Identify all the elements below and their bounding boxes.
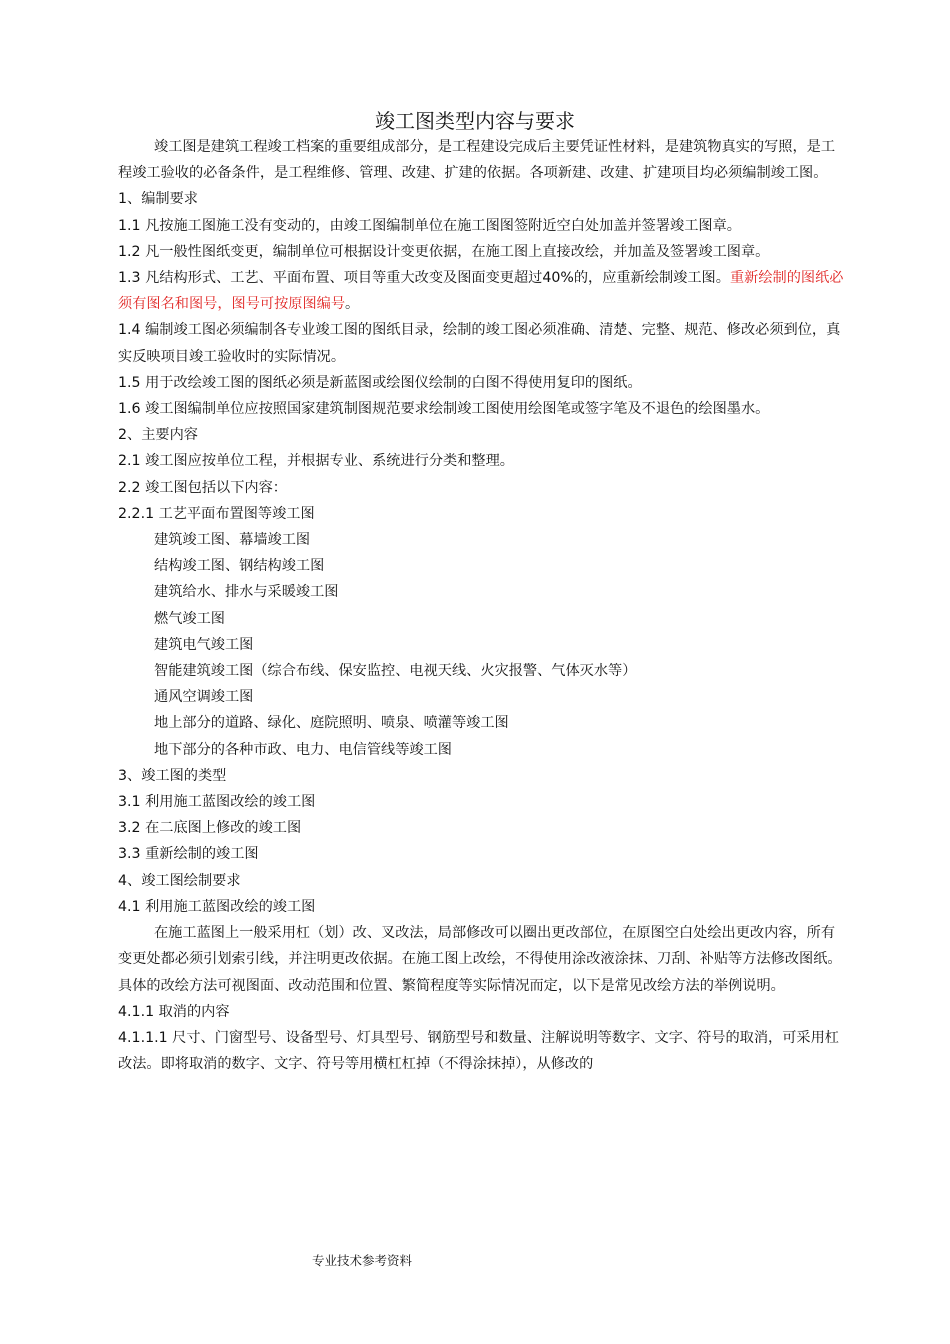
clause-3-2: 3.2 在二底图上修改的竣工图 bbox=[118, 820, 302, 837]
clause-1-4: 1.4 编制竣工图必须编制各专业竣工图的图纸目录，绘制的竣工图必须准确、清楚、完整、规范、修改必须到位，真实反映项目竣工验收时的实际情况。 bbox=[118, 322, 841, 365]
clause-1-6: 1.6 竣工图编制单位应按照国家建筑制图规范要求绘制竣工图使用绘图笔或签字笔及不退色的绘图墨水。 bbox=[118, 401, 770, 418]
list-item: 建筑电气竣工图 bbox=[154, 636, 254, 653]
clause-1-2: 1.2 凡一般性图纸变更，编制单位可根据设计变更依据，在施工图上直接改绘，并加盖及签署竣工图章。 bbox=[118, 243, 770, 260]
list-item: 通风空调竣工图 bbox=[154, 689, 254, 706]
clause-3-1: 3.1 利用施工蓝图改绘的竣工图 bbox=[118, 794, 316, 811]
clause-2-2-1: 2.2.1 工艺平面布置图等竣工图 bbox=[118, 505, 315, 522]
clause-2-1: 2.1 竣工图应按单位工程，并根据专业、系统进行分类和整理。 bbox=[118, 453, 514, 470]
list-item: 智能建筑竣工图（综合布线、保安监控、电视天线、火灾报警、气体灭水等） bbox=[154, 663, 637, 680]
section-heading-2: 2、主要内容 bbox=[118, 427, 198, 444]
clause-2-2: 2.2 竣工图包括以下内容： bbox=[118, 479, 287, 496]
clause-4-1-1-1: 4.1.1.1 尺寸、门窗型号、设备型号、灯具型号、钢筋型号和数量、注解说明等数字、文字、符号的取消，可采用杠改法。即将取消的数字、文字、符号等用横杠杠掉（不得涂抹掉），从修改的 bbox=[118, 1029, 839, 1073]
list-item: 结构竣工图、钢结构竣工图 bbox=[154, 558, 325, 575]
list-item: 地上部分的道路、绿化、庭院照明、喷泉、喷灌等竣工图 bbox=[154, 715, 509, 732]
page-footer: 专业技术参考资料 bbox=[312, 1253, 413, 1268]
intro-paragraph: 竣工图是建筑工程竣工档案的重要组成部分，是工程建设完成后主要凭证性材料，是建筑物真实的写照，是工程竣工验收的必备条件，是工程维修、管理、改建、扩建的依据。各项新建、改建、扩建项目均必须编制竣工图。 bbox=[118, 139, 836, 182]
clause-1-1: 1.1 凡按施工图施工没有变动的，由竣工图编制单位在施工图图签附近空白处加盖并签署竣工图章。 bbox=[118, 217, 741, 234]
clause-1-5: 1.5 用于改绘竣工图的图纸必须是新蓝图或绘图仪绘制的白图不得使用复印的图纸。 bbox=[118, 374, 642, 391]
clause-3-3: 3.3 重新绘制的竣工图 bbox=[118, 846, 259, 863]
document-body bbox=[118, 134, 846, 1077]
clause-4-1-paragraph: 在施工蓝图上一般采用杠（划）改、叉改法，局部修改可以圈出更改部位，在原图空白处绘出更改内容，所有变更处都必须引划索引线，并注明更改依据。在施工图上改绘，不得使用涂改液涂抹、刀刮、补贴等方法修改图纸。具体的改绘方法可视图面、改动范围和位置、繁简程度等实际情况而定，以下是常见改绘方法的举例说明。 bbox=[118, 925, 842, 994]
list-item: 地下部分的各种市政、电力、电信管线等竣工图 bbox=[154, 741, 452, 758]
list-item: 建筑给水、排水与采暖竣工图 bbox=[154, 584, 339, 601]
section-heading-3: 3、竣工图的类型 bbox=[118, 767, 227, 784]
clause-1-3-end: 。 bbox=[345, 296, 360, 313]
section-heading-1: 1、编制要求 bbox=[118, 191, 198, 208]
clause-1-3-text: 1.3 凡结构形式、工艺、平面布置、项目等重大改变及图面变更超过40%的，应重新绘制竣工图。 bbox=[118, 270, 730, 287]
document-title: 竣工图类型内容与要求 bbox=[375, 109, 575, 133]
section-heading-4: 4、竣工图绘制要求 bbox=[118, 872, 241, 889]
list-item: 燃气竣工图 bbox=[154, 610, 225, 627]
clause-1-3 bbox=[118, 265, 846, 317]
clause-1-3-highlight: 重新绘制的图纸必须有图名和图号，图号可按原图编号 bbox=[118, 270, 844, 313]
clause-4-1-1: 4.1.1 取消的内容 bbox=[118, 1003, 230, 1020]
clause-4-1: 4.1 利用施工蓝图改绘的竣工图 bbox=[118, 898, 316, 915]
list-item: 建筑竣工图、幕墙竣工图 bbox=[154, 532, 311, 549]
